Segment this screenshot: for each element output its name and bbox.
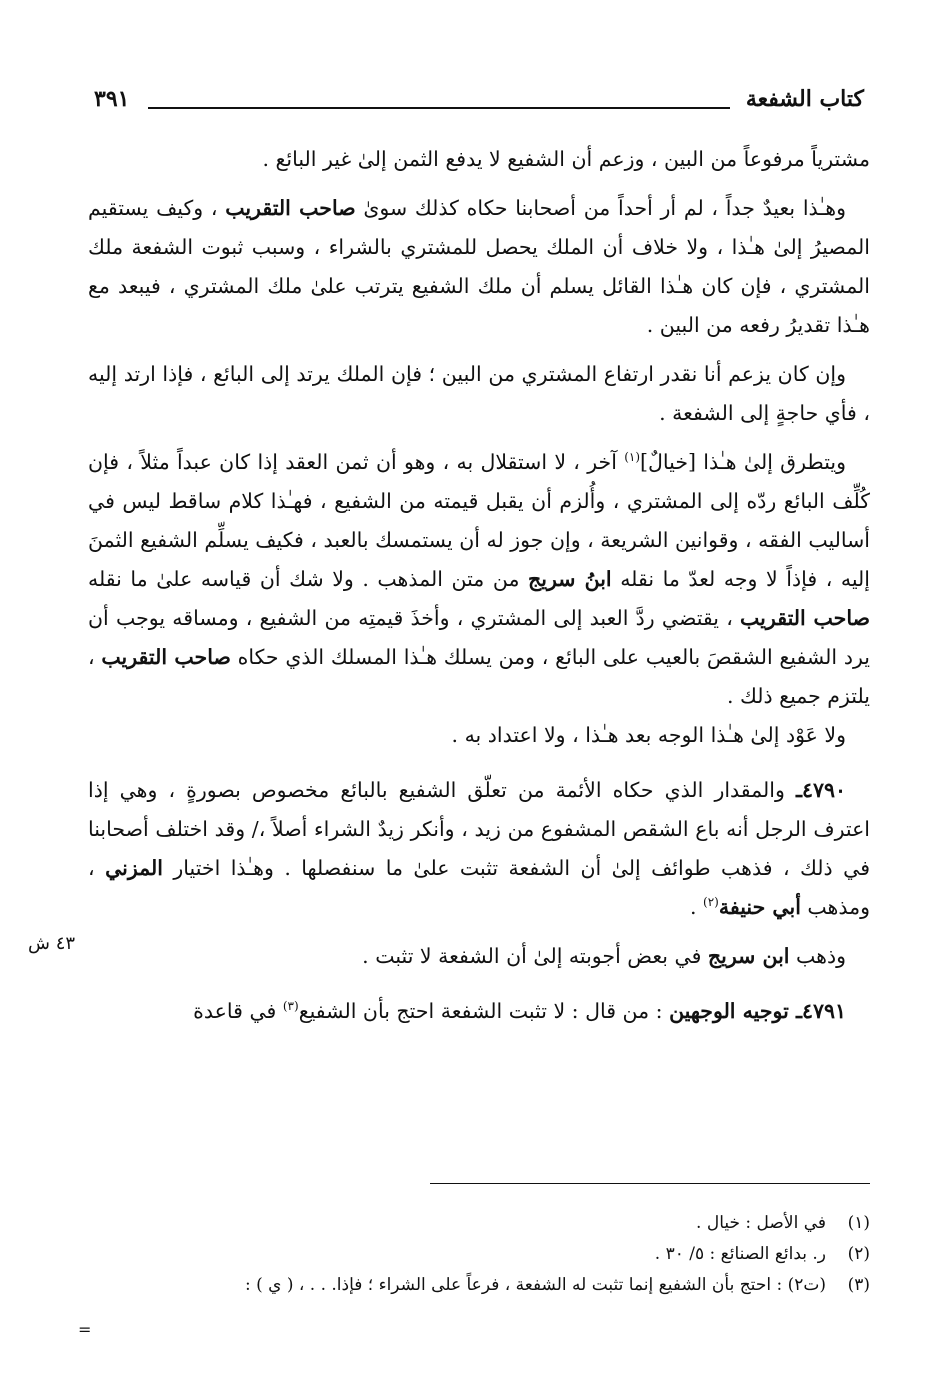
footnote-1: (١)في الأصل : خيال . (696, 1213, 870, 1233)
paragraph-5: ولا عَوْد إلىٰ هـٰذا الوجه بعد هـٰذا ، ولا اعتداد به . (451, 723, 846, 747)
footnote-ref-2: (٢) (703, 895, 719, 910)
footnote-2: (٢)ر. بدائع الصنائع : ٥/ ٣٠ . (654, 1244, 870, 1264)
chapter-title: كتاب الشفعة (745, 86, 864, 112)
manuscript-margin-note: ٤٣ ش (28, 933, 76, 954)
name-ibn-surayj: ابنُ سريج (528, 567, 612, 591)
name-sahib-altaqrib: صاحب التقريب (740, 606, 870, 630)
footnote-ref-3: (٣) (282, 999, 299, 1014)
paragraph-2: وهـٰذا بعيدٌ جداً ، لم أر أحداً من أصحابنا حكاه كذلك سوىٰ صاحب التقريب ، وكيف يستقيم المصيرُ إلىٰ هـٰذا ، ولا خلاف أن الملك يحصل للمشتري بالشراء ، وسبب ثبوت الشفعة ملك المشتري ، فإن كان هـٰذا القائل يسلم أن ملك الشفيع يترتب علىٰ ملك المشتري ، فيبعد مع هـٰذا تقديرُ رفعه من البين . (88, 196, 870, 337)
section-number-4790: ٤٧٩٠ـ (795, 778, 846, 802)
section-heading: توجيه الوجهين (669, 999, 796, 1023)
section-number-4791: ٤٧٩١ـ (795, 999, 846, 1023)
page-number: ٣٩١ (94, 86, 130, 112)
paragraph-4: ويتطرق إلىٰ هـٰذا [خيالٌ]$^{(١)}$ آخر ، لا استقلال به ، وهو أن ثمن العقد إذا كان عبداً مثلاً ، فإن كُلِّف البائع ردّه إلى المشتري ، وأُلزم أن يقبل قيمته من الشفيع ، فهـٰذا كلام ساقط ليس في أساليب الفقه ، وقوانين الشريعة ، وإن جوز له أن يستمسك بالعبد ، فكيف يسلِّم الشفيع الثمنَ إليه ، فإذاً لا وجه لعدّ ما نقله ابنُ سريج من متن المذهب . ولا شك أن قياسه علىٰ ما نقله صاحب التقريب ، يقتضي ردَّ العبد إلى المشتري ، وأخذَ قيمتِه من الشفيع ، ومساقه يوجب أن يرد الشفيع الشقصَ بالعيب على البائع ، ومن يسلك هـٰذا المسلك الذي حكاه صاحب التقريب ، يلتزم جميع ذلك . (88, 450, 870, 708)
running-header (90, 86, 870, 120)
footnote-ref-1: (١) (624, 450, 641, 465)
name-abi-hanifa: أبي حنيفة (718, 895, 801, 919)
main-text (88, 140, 870, 1031)
footnotes (88, 1208, 870, 1301)
footnote-3: (٣)(ت٢) : احتج بأن الشفيع إنما تثبت له الشفعة ، فرعاً على الشراء ؛ فإذا. . . ، ( ي ) : (244, 1275, 870, 1295)
name-ibn-surayj: ابن سريج (707, 944, 790, 968)
name-muzani: المزني (105, 856, 163, 880)
paragraph-6: ٤٧٩٠ـ والمقدار الذي حكاه الأئمة من تعلّق الشفيع بالبائع مخصوص بصورةٍ ، وهي إذا اعترف الرجل أنه باع الشقص المشفوع من زيد ، وأنكر زيدٌ الشراء أصلاً ،/ وقد اختلف أصحابنا في ذلك ، فذهب طوائف إلىٰ أن الشفعة تثبت علىٰ ما سنفصلها . وهـٰذا اختيار المزني ، ومذهب أبي حنيفة$^{(٢)}$ . (88, 778, 871, 919)
paragraph-8: ٤٧٩١ـ توجيه الوجهين : من قال : لا تثبت الشفعة احتج بأن الشفيع$^{(٣)}$ في قاعدة (193, 999, 846, 1023)
name-sahib-altaqrib: صاحب التقريب (225, 196, 356, 220)
name-sahib-altaqrib: صاحب التقريب (101, 645, 231, 669)
paragraph-3: وإن كان يزعم أنا نقدر ارتفاع المشتري من البين ؛ فإن الملك يرتد إلى البائع ، فإذا ارتد إليه ، فأي حاجةٍ إلى الشفعة . (88, 362, 870, 425)
continuation-mark: = (78, 1320, 92, 1339)
header-rule (148, 107, 730, 109)
paragraph-7: وذهب ابن سريج في بعض أجوبته إلىٰ أن الشفعة لا تثبت . (362, 944, 846, 968)
footnote-separator (430, 1183, 870, 1184)
paragraph-1: مشترياً مرفوعاً من البين ، وزعم أن الشفيع لا يدفع الثمن إلىٰ غير البائع . (262, 147, 870, 171)
